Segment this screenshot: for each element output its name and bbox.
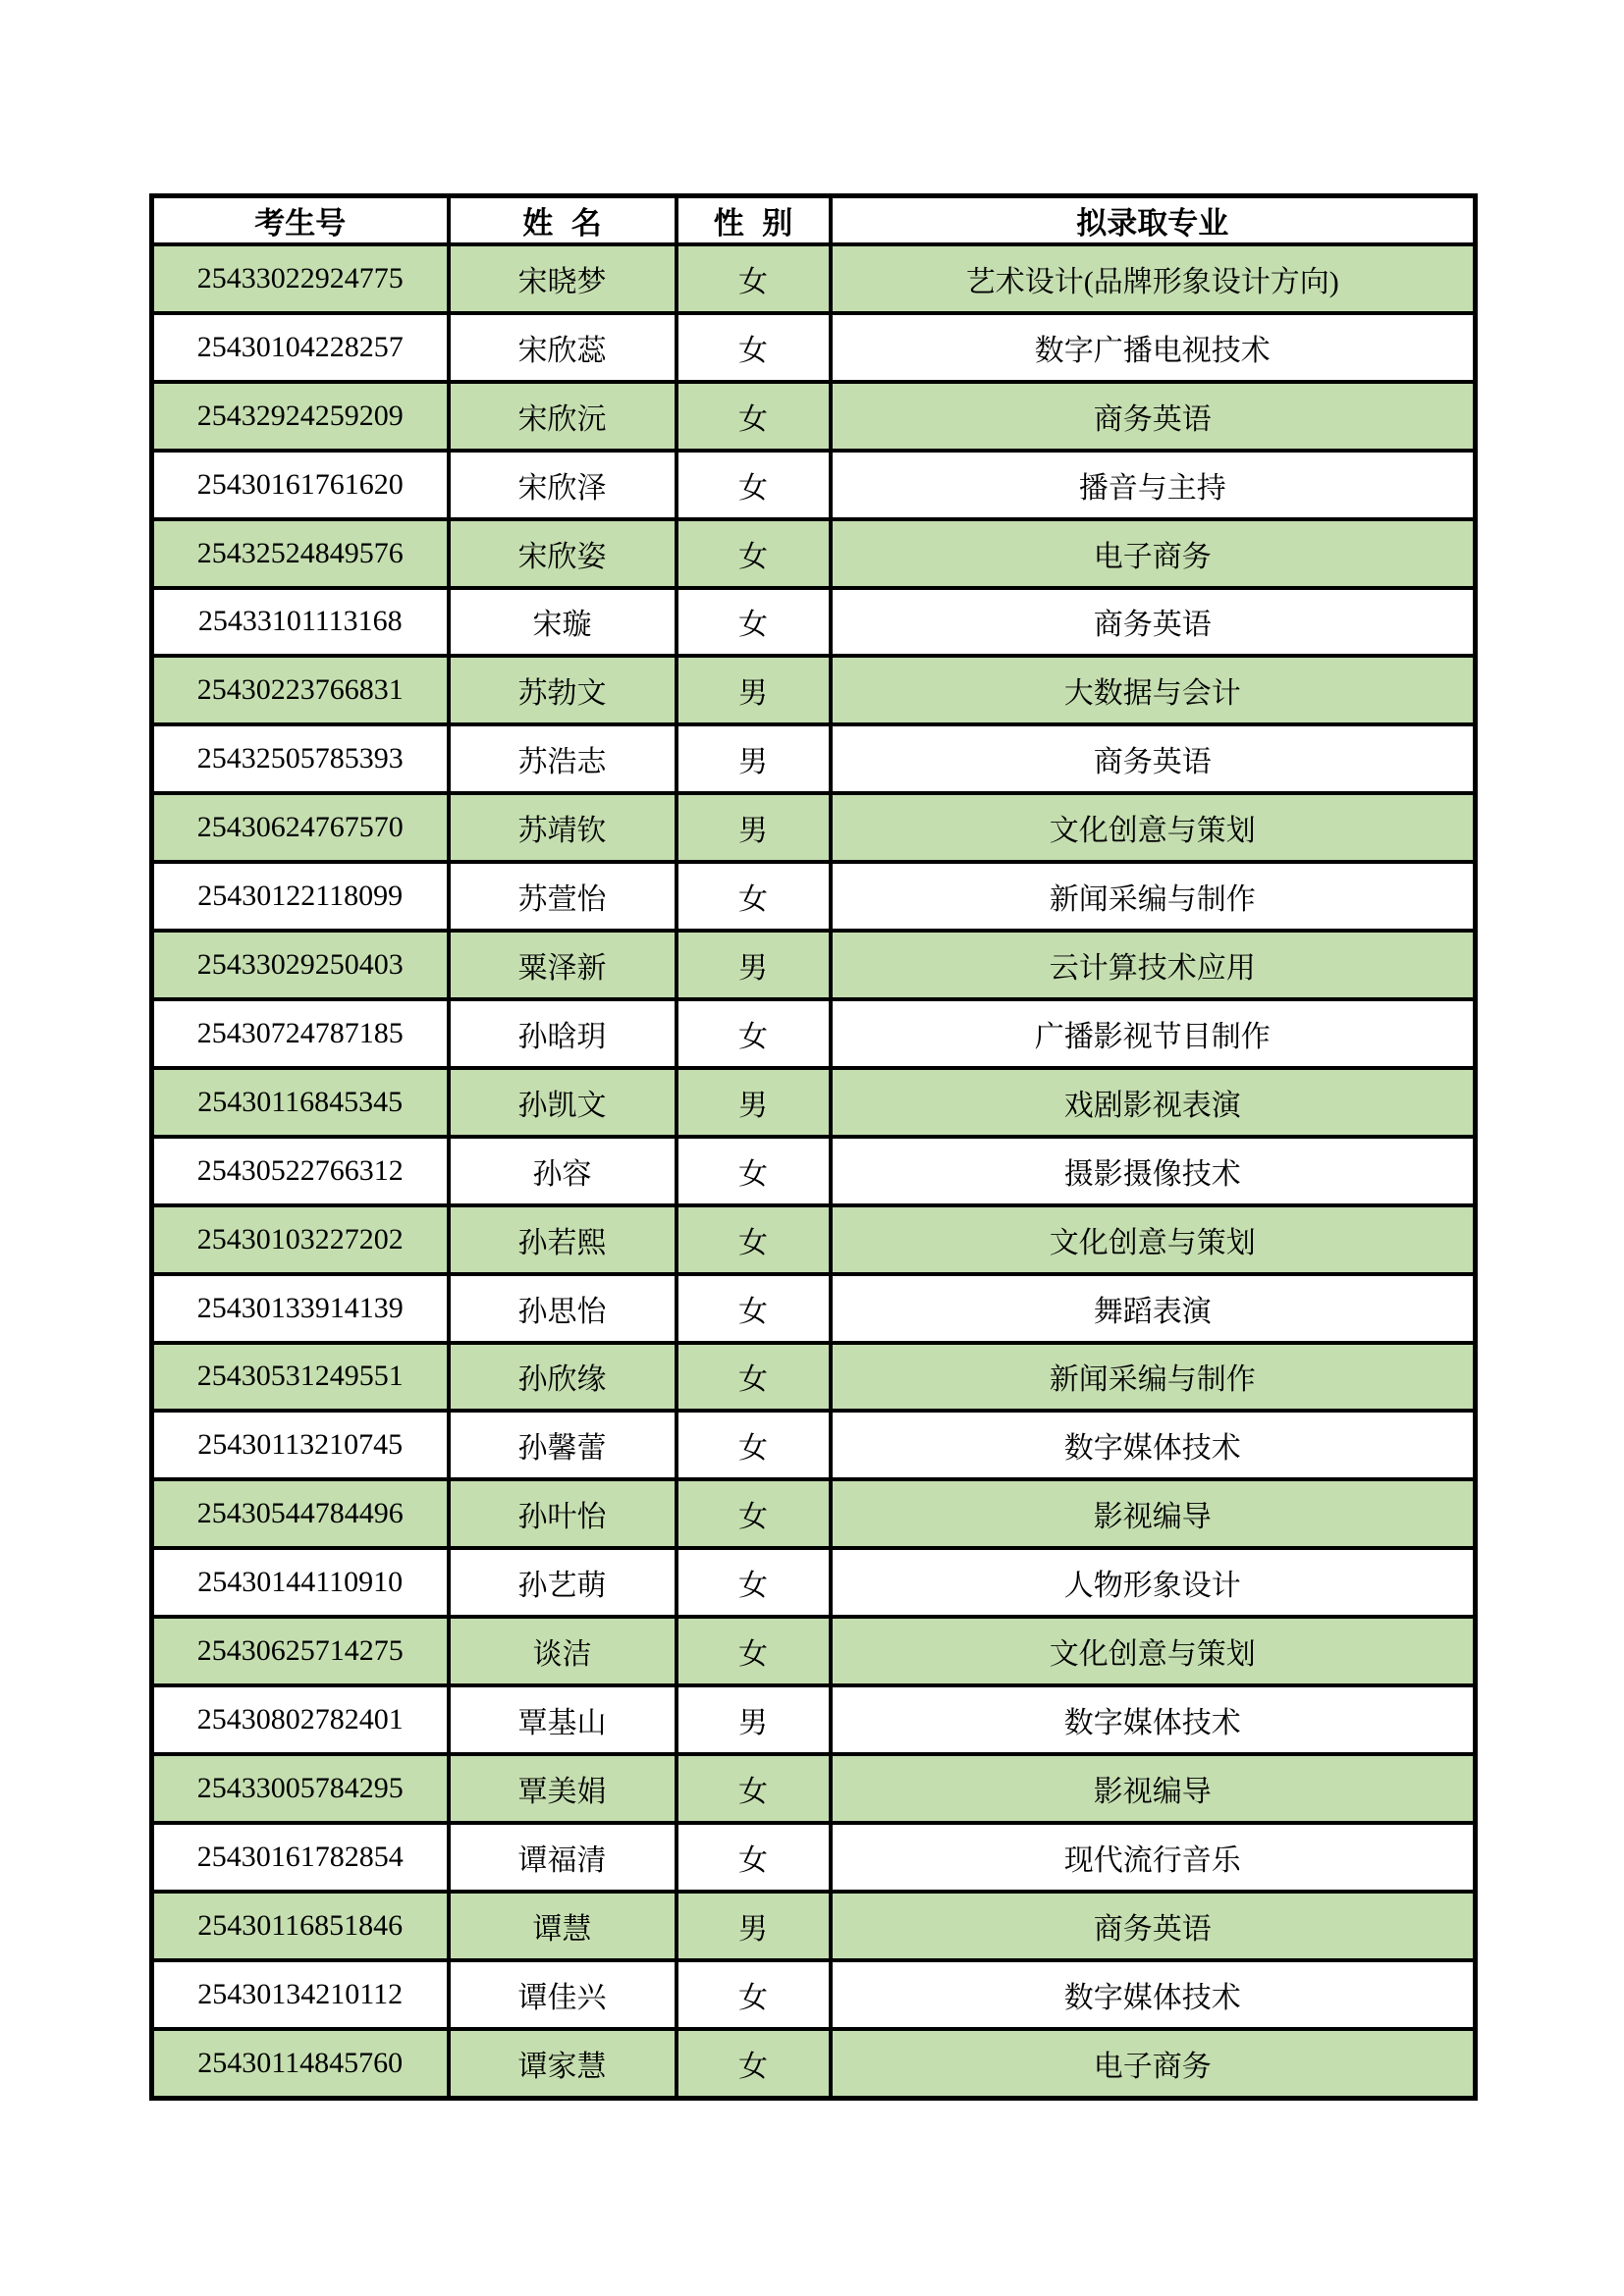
cell-major: 商务英语 <box>831 724 1476 793</box>
cell-major: 人物形象设计 <box>831 1548 1476 1617</box>
cell-id: 25430531249551 <box>152 1343 449 1412</box>
cell-major: 新闻采编与制作 <box>831 1343 1476 1412</box>
cell-gender: 女 <box>677 313 831 382</box>
cell-major: 大数据与会计 <box>831 656 1476 724</box>
cell-name: 孙欣缘 <box>449 1343 677 1412</box>
cell-major: 戏剧影视表演 <box>831 1068 1476 1137</box>
cell-major: 商务英语 <box>831 382 1476 451</box>
cell-major: 数字媒体技术 <box>831 1960 1476 2029</box>
cell-major: 商务英语 <box>831 1892 1476 1960</box>
cell-gender: 女 <box>677 1411 831 1479</box>
cell-name: 孙艺萌 <box>449 1548 677 1617</box>
cell-name: 苏勃文 <box>449 656 677 724</box>
table-row <box>152 519 1476 588</box>
cell-id: 25430116851846 <box>152 1892 449 1960</box>
cell-id: 25430103227202 <box>152 1205 449 1274</box>
cell-gender: 女 <box>677 588 831 657</box>
cell-id: 25433101113168 <box>152 588 449 657</box>
cell-name: 谭福清 <box>449 1823 677 1892</box>
table-row <box>152 931 1476 999</box>
cell-id: 25432524849576 <box>152 519 449 588</box>
table-row <box>152 1205 1476 1274</box>
cell-name: 孙馨蕾 <box>449 1411 677 1479</box>
cell-major: 摄影摄像技术 <box>831 1137 1476 1205</box>
table-row <box>152 382 1476 451</box>
table-row <box>152 1548 1476 1617</box>
cell-major: 电子商务 <box>831 2029 1476 2099</box>
cell-name: 宋欣姿 <box>449 519 677 588</box>
cell-name: 苏靖钦 <box>449 793 677 862</box>
cell-id: 25430544784496 <box>152 1479 449 1548</box>
cell-id: 25430134210112 <box>152 1960 449 2029</box>
cell-major: 舞蹈表演 <box>831 1274 1476 1343</box>
cell-id: 25430223766831 <box>152 656 449 724</box>
cell-name: 宋欣沅 <box>449 382 677 451</box>
cell-major: 云计算技术应用 <box>831 931 1476 999</box>
cell-gender: 女 <box>677 1754 831 1823</box>
cell-id: 25430724787185 <box>152 999 449 1068</box>
cell-major: 电子商务 <box>831 519 1476 588</box>
table-row <box>152 1137 1476 1205</box>
table-row <box>152 244 1476 313</box>
cell-id: 25433029250403 <box>152 931 449 999</box>
cell-major: 数字媒体技术 <box>831 1411 1476 1479</box>
cell-id: 25430122118099 <box>152 862 449 931</box>
cell-major: 播音与主持 <box>831 451 1476 519</box>
cell-id: 25430802782401 <box>152 1685 449 1754</box>
table-row <box>152 1754 1476 1823</box>
cell-major: 艺术设计(品牌形象设计方向) <box>831 244 1476 313</box>
cell-major: 商务英语 <box>831 588 1476 657</box>
cell-gender: 女 <box>677 1960 831 2029</box>
table-row <box>152 793 1476 862</box>
table-row <box>152 2029 1476 2099</box>
table-row <box>152 588 1476 657</box>
cell-gender: 男 <box>677 931 831 999</box>
cell-gender: 男 <box>677 656 831 724</box>
admission-list-table <box>149 193 1478 2101</box>
cell-gender: 女 <box>677 1274 831 1343</box>
cell-name: 谈洁 <box>449 1617 677 1685</box>
cell-gender: 男 <box>677 1892 831 1960</box>
cell-gender: 女 <box>677 2029 831 2099</box>
cell-major: 影视编导 <box>831 1754 1476 1823</box>
cell-gender: 女 <box>677 1617 831 1685</box>
cell-name: 覃基山 <box>449 1685 677 1754</box>
table-row <box>152 1685 1476 1754</box>
table-row <box>152 1960 1476 2029</box>
cell-id: 25433005784295 <box>152 1754 449 1823</box>
table-row <box>152 1892 1476 1960</box>
header-exam-id: 考生号 <box>152 196 449 245</box>
cell-id: 25430161761620 <box>152 451 449 519</box>
cell-name: 谭佳兴 <box>449 1960 677 2029</box>
cell-major: 广播影视节目制作 <box>831 999 1476 1068</box>
cell-major: 文化创意与策划 <box>831 1617 1476 1685</box>
table-row <box>152 862 1476 931</box>
cell-name: 苏浩志 <box>449 724 677 793</box>
cell-id: 25430113210745 <box>152 1411 449 1479</box>
cell-major: 新闻采编与制作 <box>831 862 1476 931</box>
cell-name: 宋欣蕊 <box>449 313 677 382</box>
cell-name: 苏萱怡 <box>449 862 677 931</box>
table-body <box>152 244 1476 2099</box>
cell-major: 影视编导 <box>831 1479 1476 1548</box>
table-row <box>152 1411 1476 1479</box>
cell-gender: 男 <box>677 1685 831 1754</box>
cell-name: 谭慧 <box>449 1892 677 1960</box>
cell-id: 25430133914139 <box>152 1274 449 1343</box>
cell-name: 孙凯文 <box>449 1068 677 1137</box>
cell-id: 25430144110910 <box>152 1548 449 1617</box>
cell-name: 覃美娟 <box>449 1754 677 1823</box>
cell-gender: 女 <box>677 451 831 519</box>
cell-gender: 女 <box>677 1205 831 1274</box>
cell-name: 孙思怡 <box>449 1274 677 1343</box>
cell-major: 数字广播电视技术 <box>831 313 1476 382</box>
cell-gender: 女 <box>677 999 831 1068</box>
cell-name: 宋欣泽 <box>449 451 677 519</box>
cell-gender: 男 <box>677 724 831 793</box>
cell-id: 25430116845345 <box>152 1068 449 1137</box>
table-row <box>152 999 1476 1068</box>
cell-gender: 男 <box>677 793 831 862</box>
table-row <box>152 1617 1476 1685</box>
header-name: 姓 名 <box>449 196 677 245</box>
table-row <box>152 1343 1476 1412</box>
cell-name: 谭家慧 <box>449 2029 677 2099</box>
cell-name: 孙晗玥 <box>449 999 677 1068</box>
cell-gender: 女 <box>677 382 831 451</box>
cell-id: 25432505785393 <box>152 724 449 793</box>
table-row <box>152 724 1476 793</box>
cell-gender: 女 <box>677 1479 831 1548</box>
cell-gender: 女 <box>677 1343 831 1412</box>
cell-major: 现代流行音乐 <box>831 1823 1476 1892</box>
cell-id: 25430625714275 <box>152 1617 449 1685</box>
table-row <box>152 313 1476 382</box>
cell-gender: 女 <box>677 1548 831 1617</box>
cell-id: 25430161782854 <box>152 1823 449 1892</box>
header-major: 拟录取专业 <box>831 196 1476 245</box>
cell-name: 宋璇 <box>449 588 677 657</box>
table-row <box>152 451 1476 519</box>
cell-id: 25430114845760 <box>152 2029 449 2099</box>
cell-major: 数字媒体技术 <box>831 1685 1476 1754</box>
table-row <box>152 1274 1476 1343</box>
cell-major: 文化创意与策划 <box>831 793 1476 862</box>
cell-id: 25432924259209 <box>152 382 449 451</box>
cell-gender: 女 <box>677 244 831 313</box>
cell-id: 25430522766312 <box>152 1137 449 1205</box>
cell-name: 孙若熙 <box>449 1205 677 1274</box>
table-row <box>152 1823 1476 1892</box>
cell-name: 粟泽新 <box>449 931 677 999</box>
cell-name: 孙容 <box>449 1137 677 1205</box>
table-row <box>152 656 1476 724</box>
cell-gender: 女 <box>677 1137 831 1205</box>
cell-id: 25430104228257 <box>152 313 449 382</box>
cell-gender: 男 <box>677 1068 831 1137</box>
cell-name: 宋晓梦 <box>449 244 677 313</box>
cell-gender: 女 <box>677 862 831 931</box>
table-row <box>152 1479 1476 1548</box>
cell-gender: 女 <box>677 1823 831 1892</box>
table-row <box>152 1068 1476 1137</box>
cell-id: 25430624767570 <box>152 793 449 862</box>
header-row <box>152 196 1476 245</box>
cell-gender: 女 <box>677 519 831 588</box>
header-gender: 性 别 <box>677 196 831 245</box>
cell-id: 25433022924775 <box>152 244 449 313</box>
cell-name: 孙叶怡 <box>449 1479 677 1548</box>
cell-major: 文化创意与策划 <box>831 1205 1476 1274</box>
